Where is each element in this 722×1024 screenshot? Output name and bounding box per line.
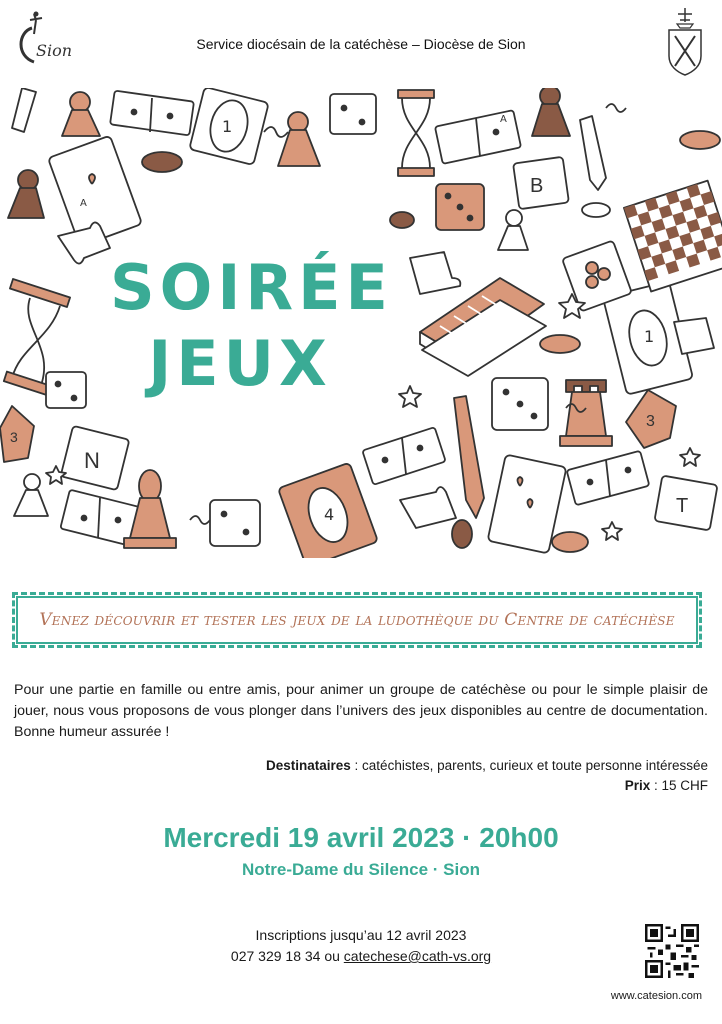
audience-value: : catéchistes, parents, curieux et toute personne intéressée — [350, 758, 708, 773]
pawn-icon — [14, 474, 48, 516]
diocese-coat-of-arms-icon — [665, 8, 705, 76]
pawn-icon — [8, 170, 44, 218]
svg-text:B: B — [530, 175, 544, 197]
card-number-label: 1 — [644, 327, 655, 346]
domino-icon — [435, 110, 521, 164]
rook-icon — [560, 380, 612, 446]
letter-tile-icon — [654, 475, 717, 530]
domino-icon — [567, 451, 650, 505]
token-icon — [390, 212, 414, 228]
svg-text:T: T — [676, 495, 689, 517]
tagline-banner — [12, 592, 702, 648]
token-icon — [582, 203, 610, 217]
d10-die-icon — [0, 406, 34, 462]
pencil-icon — [580, 116, 606, 190]
letter-tile-icon — [513, 157, 569, 210]
token-icon — [540, 335, 580, 353]
card-corner-label: A — [80, 198, 87, 209]
puzzle-piece-icon — [400, 487, 456, 528]
event-title-line1: SOIRÉE — [110, 251, 393, 324]
registration-contact — [0, 948, 722, 964]
tagline-text: Venez découvrir et tester les jeux de la ludothèque du Centre de catéchèse — [39, 610, 675, 630]
card-corner-label: A — [500, 114, 507, 125]
email-link[interactable]: catechese@cath-vs.org — [343, 948, 492, 964]
chessboard-icon — [624, 181, 722, 292]
token-icon — [552, 532, 588, 552]
header-title: Service diocésain de la catéchèse – Diocèse de Sion — [196, 36, 526, 52]
price-line — [625, 778, 708, 793]
registration-deadline: Inscriptions jusqu’au 12 avril 2023 — [255, 927, 467, 943]
dice-icon — [492, 378, 548, 430]
swirl-doodle — [190, 516, 210, 524]
card-number-label: 1 — [222, 117, 233, 136]
star-icon — [399, 386, 421, 407]
website-link[interactable]: www.catesion.com — [610, 990, 702, 1002]
contact-separator: ou — [320, 948, 344, 964]
svg-text:N: N — [84, 448, 100, 473]
price-label: Prix — [624, 778, 651, 793]
domino-icon — [362, 427, 445, 485]
svg-text:3: 3 — [10, 429, 18, 445]
pawn-icon — [62, 92, 100, 136]
svg-text:3: 3 — [646, 413, 655, 430]
token-icon — [680, 131, 720, 149]
dice-icon — [210, 500, 260, 546]
logo-text: Sion — [36, 41, 73, 60]
puzzle-piece-icon — [674, 318, 714, 354]
token-icon — [452, 520, 472, 548]
event-place: Notre-Dame du Silence · Sion — [241, 860, 481, 879]
pawn-icon — [532, 88, 570, 136]
backgammon-icon — [420, 278, 546, 376]
token-icon — [142, 152, 182, 172]
star-icon — [602, 522, 622, 540]
card-number-label: 4 — [324, 505, 335, 524]
intro-paragraph: Pour une partie en famille ou entre amis, pour animer un groupe de catéchèse ou pour le simple plaisir de jouer, nous vous proposons de vous plonger dans l’univers des jeux disponibles au centre de documentation. Bonne humeur assurée ! — [14, 682, 708, 740]
phone-number: 027 329 18 34 — [230, 948, 321, 964]
puzzle-piece-icon — [410, 252, 460, 294]
event-title — [110, 250, 393, 402]
d10-die-icon — [626, 390, 676, 448]
qr-code-icon[interactable] — [645, 924, 699, 978]
audience-line — [266, 758, 708, 773]
swirl-doodle — [606, 104, 626, 112]
price-value: : 15 CHF — [650, 778, 708, 793]
star-icon — [680, 448, 700, 466]
hourglass-icon — [398, 90, 434, 176]
dice-icon — [330, 94, 376, 134]
dice-icon — [436, 184, 484, 230]
letter-tile-icon — [61, 426, 130, 490]
pawn-icon — [498, 210, 528, 250]
pencil-icon — [454, 396, 484, 518]
event-date: Mercredi 19 avril 2023 · 20h00 — [163, 822, 559, 853]
audience-label: Destinataires — [266, 758, 351, 773]
pawn-icon — [278, 112, 320, 166]
dice-icon — [46, 372, 86, 408]
domino-icon — [110, 91, 194, 136]
swirl-doodle — [264, 127, 288, 137]
event-title-line2: JEUX — [148, 327, 332, 400]
pencil-icon — [12, 88, 36, 132]
